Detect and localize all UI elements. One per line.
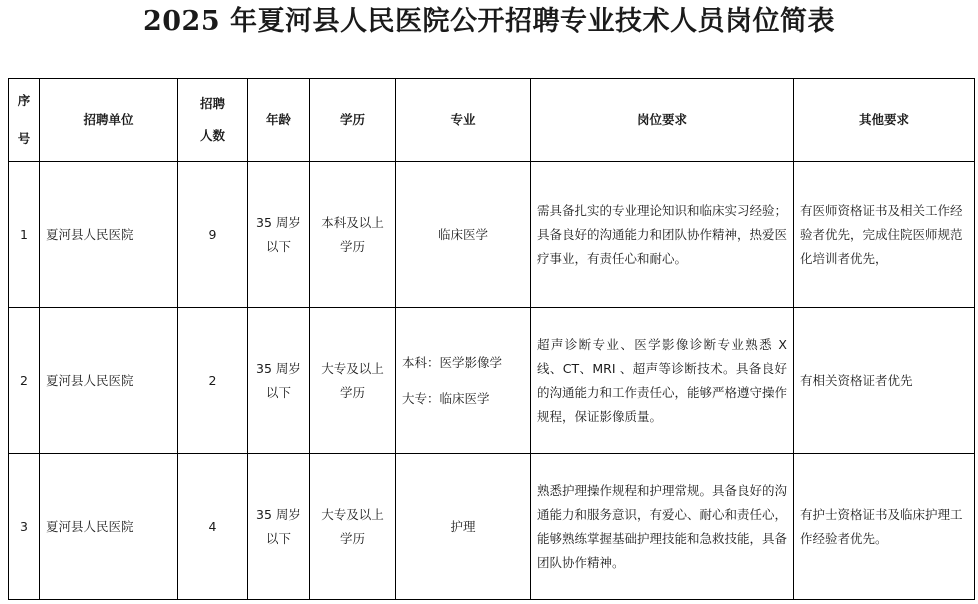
cell-edu: 大专及以上 学历	[310, 454, 396, 600]
cell-edu: 本科及以上 学历	[310, 162, 396, 308]
cell-requirements: 需具备扎实的专业理论知识和临床实习经验；具备良好的沟通能力和团队协作精神，热爱医疗事业，有责任心和耐心。	[531, 162, 794, 308]
header-major: 专业	[396, 79, 531, 162]
cell-other: 有医师资格证书及相关工作经验者优先，完成住院医师规范化培训者优先，	[794, 162, 975, 308]
cell-age: 35 周岁 以下	[248, 454, 310, 600]
cell-other: 有相关资格证者优先	[794, 308, 975, 454]
cell-unit: 夏河县人民医院	[40, 454, 178, 600]
cell-requirements: 超声诊断专业、医学影像诊断专业熟悉 X 线、CT、MRI 、超声等诊断技术。具备良好的沟通能力和工作责任心，能够严格遵守操作规程，保证影像质量。	[531, 308, 794, 454]
header-other: 其他要求	[794, 79, 975, 162]
cell-count: 2	[178, 308, 248, 454]
table-header-row	[9, 79, 975, 162]
page-title: 2025 年夏河县人民医院公开招聘专业技术人员岗位简表	[142, 6, 836, 37]
cell-seq: 2	[9, 308, 40, 454]
cell-count: 9	[178, 162, 248, 308]
header-count: 招聘 人数	[178, 79, 248, 162]
cell-count: 4	[178, 454, 248, 600]
header-edu: 学历	[310, 79, 396, 162]
cell-unit: 夏河县人民医院	[40, 162, 178, 308]
cell-major: 本科：医学影像学 大专：临床医学	[396, 308, 531, 454]
header-unit: 招聘单位	[40, 79, 178, 162]
table-row	[9, 162, 975, 308]
header-seq: 序 号	[9, 79, 40, 162]
cell-requirements: 熟悉护理操作规程和护理常规。具备良好的沟通能力和服务意识，有爱心、耐心和责任心，能够熟练掌握基础护理技能和急救技能，具备团队协作精神。	[531, 454, 794, 600]
cell-major: 护理	[396, 454, 531, 600]
cell-major: 临床医学	[396, 162, 531, 308]
cell-edu: 大专及以上 学历	[310, 308, 396, 454]
cell-age: 35 周岁 以下	[248, 162, 310, 308]
cell-unit: 夏河县人民医院	[40, 308, 178, 454]
cell-seq: 3	[9, 454, 40, 600]
table-row	[9, 454, 975, 600]
header-requirements: 岗位要求	[531, 79, 794, 162]
header-age: 年龄	[248, 79, 310, 162]
cell-age: 35 周岁 以下	[248, 308, 310, 454]
positions-table	[8, 78, 975, 600]
cell-other: 有护士资格证书及临床护理工作经验者优先。	[794, 454, 975, 600]
table-row	[9, 308, 975, 454]
cell-seq: 1	[9, 162, 40, 308]
